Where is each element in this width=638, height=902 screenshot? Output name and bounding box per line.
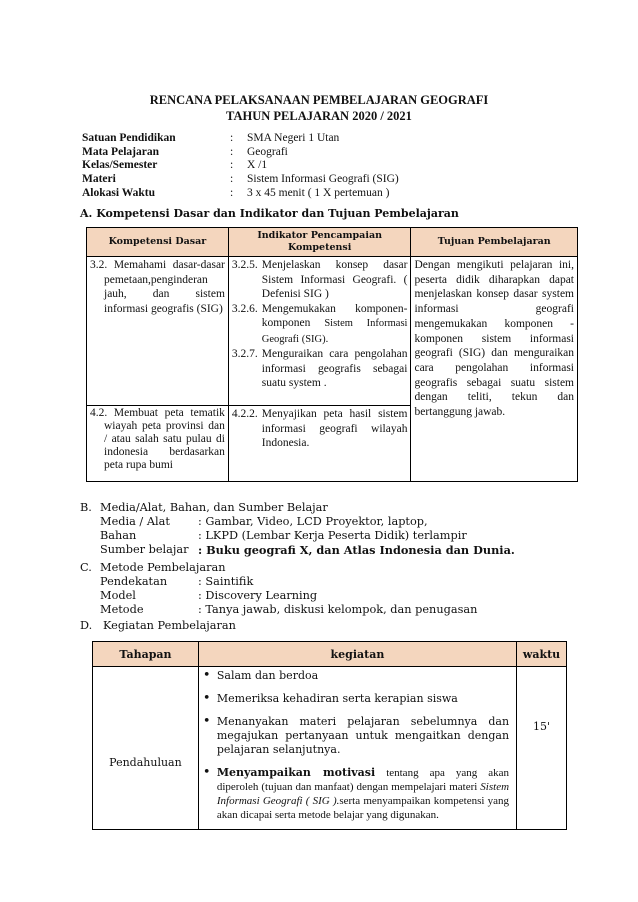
sumber-label: Sumber belajar bbox=[100, 543, 189, 556]
indikator-number: 3.2.7. bbox=[231, 348, 258, 360]
tujuan-text: Dengan mengikuti pelajaran ini, peserta didik diharapkan dapat menjelaskan konsep dasar system informasi geografi mengemukakan komponen - komponen sistem informasi geografi (SIG) dan menguraikan cara pengolahan informasi geografis sebagai suatu sistem dengan teliti, tekun dan bertanggung jawab. bbox=[414, 259, 574, 419]
identity-label: Mata Pelajaran bbox=[82, 146, 159, 158]
indikator-cell bbox=[228, 257, 411, 406]
tahapan-pendahuluan: Pendahuluan bbox=[109, 755, 182, 769]
indikator-number: 4.2.2. bbox=[231, 408, 258, 420]
kegiatan-list bbox=[203, 669, 515, 828]
section-d-title: Kegiatan Pembelajaran bbox=[103, 619, 236, 632]
header-tahapan: Tahapan bbox=[93, 642, 199, 667]
kd-4-2: 4.2. Membuat peta tematik wiayah peta provinsi dan / atau salah satu pulau di indonesia berdasarkan peta rupa bumi bbox=[90, 407, 225, 471]
indikator-cell bbox=[228, 406, 411, 482]
section-b-title: Media/Alat, Bahan, dan Sumber Belajar bbox=[100, 501, 328, 514]
bahan-value: : LKPD (Lembar Kerja Peserta Didik) terlampir bbox=[198, 529, 467, 542]
identity-value: Sistem Informasi Geografi (SIG) bbox=[247, 173, 399, 185]
list-item: • Menanyakan materi pelajaran sebelumnya dan megajukan pertanyaan untuk mengaitkan dengan pelajaran selanjutnya. bbox=[203, 715, 509, 757]
identity-value: SMA Negeri 1 Utan bbox=[247, 132, 340, 144]
indikator-text-part: Mengemukakan komponen-komponen bbox=[261, 302, 408, 329]
tahapan-cell bbox=[93, 667, 199, 830]
list-item: • Memeriksa kehadiran serta kerapian siswa bbox=[203, 692, 509, 706]
pendekatan-value: : Saintifik bbox=[198, 575, 254, 588]
header-waktu: waktu bbox=[517, 642, 567, 667]
pendekatan-label: Pendekatan bbox=[100, 575, 168, 588]
indikator-text: Menjelaskan konsep dasar Sistem Informasi Geografi. ( Defenisi SIG ) bbox=[261, 259, 408, 300]
section-c-title: Metode Pembelajaran bbox=[100, 561, 226, 574]
media-label: Media / Alat bbox=[100, 515, 170, 528]
identity-label: Alokasi Waktu bbox=[82, 187, 155, 199]
section-d-letter: D. bbox=[80, 619, 93, 632]
identity-label: Kelas/Semester bbox=[82, 159, 158, 171]
indikator-text: Menyajikan peta hasil sistem informasi geografi wilayah Indonesia. bbox=[261, 408, 408, 449]
motivasi-text-2: serta menyampaikan kompetensi yang akan dicapai serta metode belajar yang digunakan. bbox=[216, 795, 510, 821]
identity-value: X /1 bbox=[247, 159, 268, 171]
kd-cell bbox=[87, 406, 229, 482]
sumber-value: : Buku geografi X, dan Atlas Indonesia dan Dunia. bbox=[198, 543, 515, 557]
document-title: RENCANA PELAKSANAAN PEMBELAJARAN GEOGRAFI bbox=[149, 93, 489, 107]
indikator-number: 3.2.6. bbox=[231, 302, 258, 315]
identity-colon: : bbox=[230, 146, 234, 158]
metode-value: : Tanya jawab, diskusi kelompok, dan penugasan bbox=[198, 603, 478, 616]
motivasi-label: Menyampaikan motivasi bbox=[216, 766, 376, 779]
activity-table bbox=[92, 641, 567, 830]
indikator-item bbox=[232, 347, 408, 391]
identity-value: 3 x 45 menit ( 1 X pertemuan ) bbox=[247, 187, 390, 199]
media-value: : Gambar, Video, LCD Proyektor, laptop, bbox=[198, 515, 428, 528]
bahan-label: Bahan bbox=[100, 529, 137, 542]
identity-colon: : bbox=[230, 159, 234, 171]
waktu-value: 15' bbox=[533, 719, 551, 733]
indikator-text-part: Sistem Informasi Geografi (SIG). bbox=[261, 318, 408, 345]
indikator-item bbox=[232, 407, 408, 451]
motivasi-topic: Sistem Informasi Geografi ( SIG ). bbox=[216, 781, 510, 807]
identity-colon: : bbox=[230, 173, 234, 185]
academic-year: TAHUN PELAJARAN 2020 / 2021 bbox=[226, 109, 412, 123]
header-tujuan: Tujuan Pembelajaran bbox=[411, 228, 578, 257]
indikator-item bbox=[232, 258, 408, 302]
indikator-number: 3.2.5. bbox=[231, 259, 258, 271]
kd-cell bbox=[87, 257, 229, 406]
section-a-title: A. Kompetensi Dasar dan Indikator dan Tujuan Pembelajaran bbox=[80, 207, 459, 220]
identity-colon: : bbox=[230, 187, 234, 199]
list-item bbox=[203, 766, 509, 822]
identity-value: Geografi bbox=[247, 146, 288, 158]
model-label: Model bbox=[100, 589, 136, 602]
header-kegiatan: kegiatan bbox=[198, 642, 516, 667]
header-indikator: Indikator Pencampaian Kompetensi bbox=[228, 228, 411, 257]
model-value: : Discovery Learning bbox=[198, 589, 318, 602]
section-c-letter: C. bbox=[80, 561, 92, 574]
indikator-item bbox=[232, 302, 408, 348]
tujuan-cell bbox=[411, 257, 578, 482]
identity-label: Materi bbox=[82, 173, 116, 185]
kegiatan-cell bbox=[198, 667, 516, 830]
indikator-text bbox=[258, 302, 408, 348]
kd-3-2: 3.2. Memahami dasar-dasar pemetaan,penginderan jauh, dan sistem informasi geografis (SIG) bbox=[90, 259, 225, 315]
section-b-letter: B. bbox=[80, 501, 92, 514]
identity-label: Satuan Pendidikan bbox=[82, 132, 176, 144]
identity-colon: : bbox=[230, 132, 234, 144]
header-kompetensi-dasar: Kompetensi Dasar bbox=[87, 228, 229, 257]
list-item: • Salam dan berdoa bbox=[203, 669, 509, 683]
metode-label: Metode bbox=[100, 603, 144, 616]
waktu-cell bbox=[517, 667, 567, 830]
motivasi-text: tentang apa yang akan diperoleh (tujuan dan manfaat) dengan mempelajari materi bbox=[216, 767, 510, 793]
indikator-text: Menguraikan cara pengolahan informasi geografis sebagai suatu system . bbox=[261, 348, 408, 389]
competency-table bbox=[86, 227, 578, 482]
